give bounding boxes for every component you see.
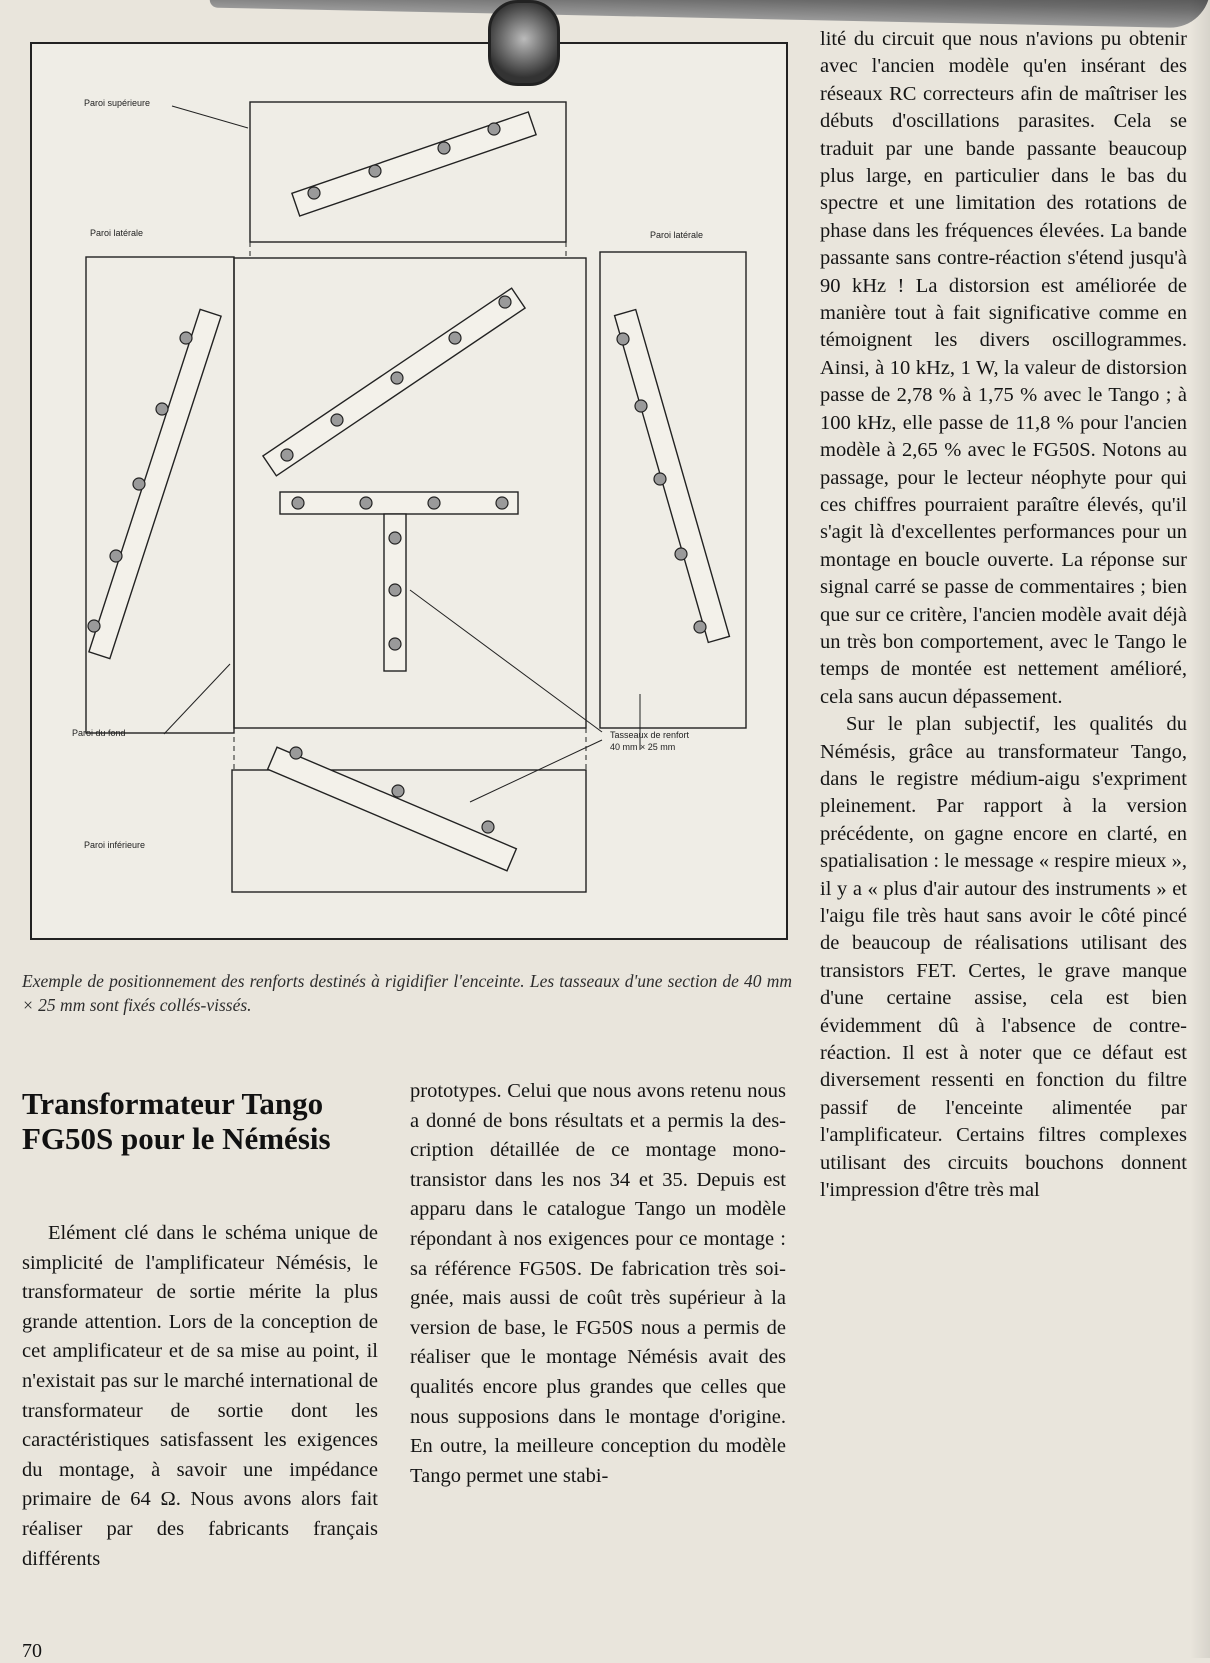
article-column-1 — [22, 1219, 378, 1574]
binder-clip-knob — [488, 0, 560, 86]
paragraph: prototypes. Celui que nous avons retenu nous a donné de bons résultats et a permis la description détaillée de ce montage mono-transistor dans les nos 34 et 35. Depuis est apparu dans le catalogue Tango un modèle répondant à nos exigences pour ce montage : sa référence FG50S. De fabrication très soignée, mais aussi de coût très supérieur à la version de base, le FG50S nous a permis de réaliser que le montage Némésis avait des qualités encore plus grandes que celles que nous supposions dans le montage d'origine. En outre, la meilleure conception du modèle Tango permet une stabi- — [410, 1080, 786, 1487]
figure-caption: Exemple de positionnement des renforts destinés à rigidifier l'enceinte. Les tasseaux d'une section de 40 mm × 25 mm sont fixés collés-vissés. — [22, 971, 792, 1015]
label-back-wall: Paroi du fond — [72, 728, 126, 738]
enclosure-bracing-diagram — [30, 42, 788, 940]
label-right-side-wall: Paroi latérale — [650, 230, 704, 240]
paragraph: Sur le plan subjectif, les qualités du Némésis, grâce au transformateur Tango, dans le registre médium-aigu s'expriment pleinement. Par rapport à la version précédente, on gagne encore en clarté, en spatialisation : le message « respire mieux », il y a « plus d'air autour des instruments » et l'aigu file très haut sans avoir le côté pincé de beaucoup de réalisations utilisant des transistors FET. Certes, le grave manque d'une certaine assise, cela est bien évidemment dû à l'absence de contre-réaction. Il est à noter que ce défaut est diversement ressenti en fonction du filtre passif de l'enceinte alimentée par l'amplificateur. Certains filtres complexes utilisant des circuits bouchons donnent l'impression d'être très mal — [820, 713, 1187, 1202]
article-heading: Transformateur Tango FG50S pour le Némésis — [22, 1086, 331, 1156]
label-bottom-wall: Paroi inférieure — [84, 840, 146, 850]
label-top-wall: Paroi supérieure — [84, 98, 151, 108]
label-battens: Tasseaux de renfort — [610, 730, 690, 740]
article-column-3 — [820, 26, 1187, 1204]
diagram-drawing — [32, 44, 790, 942]
bottom-wall-panel — [232, 770, 586, 892]
page-gutter-shadow — [1190, 0, 1210, 1658]
page-number: 70 — [22, 1640, 42, 1662]
label-left-side-wall: Paroi latérale — [90, 228, 144, 238]
paragraph: Elément clé dans le schéma unique de simplicité de l'amplificateur Némésis, le transformateur de sortie mérite la plus grande attention. Lors de la conception de cet amplificateur et de sa mise au point, il n'existait pas sur le marché international de transformateur de sortie dont les caractéristiques satisfassent les exigences du montage, à savoir une impédance primaire de 64 Ω. Nous avons alors fait réaliser par des fabricants français différents — [22, 1222, 378, 1570]
article-column-2 — [410, 1077, 786, 1491]
label-battens-size: 40 mm × 25 mm — [610, 742, 676, 752]
paragraph: lité du circuit que nous n'avions pu obtenir avec l'ancien modèle qu'en insérant des réseaux RC correcteurs afin de maîtriser les débuts d'oscillations parasites. Cela se traduit par une bande passante beaucoup plus large, en particulier dans le bas du spectre et une limitation des rotations de phase dans les fréquences élevées. La bande passante sans contre-réaction s'étend jusqu'à 90 kHz ! La distorsion est améliorée de manière tout à fait significative comme en témoignent les divers oscillogrammes. Ainsi, à 10 kHz, 1 W, la valeur de distorsion passe de 2,78 % à 1,75 % avec le Tango ; à 100 kHz, elle passe de 11,8 % pour l'ancien modèle à 2,65 % avec le FG50S. Notons au passage, pour le lecteur néophyte pour qui ces chiffres pourraient paraître élevés, qu'il s'agit là d'excellentes performances pour un montage en boucle ouverte. La réponse sur signal carré se passe de commentaires ; bien que sur ce critère, l'ancien modèle avait déjà un très bon comportement, avec le Tango le temps de montée est nettement amélioré, cela sans aucun dépassement. — [820, 28, 1187, 708]
binder-clip — [210, 0, 1210, 28]
